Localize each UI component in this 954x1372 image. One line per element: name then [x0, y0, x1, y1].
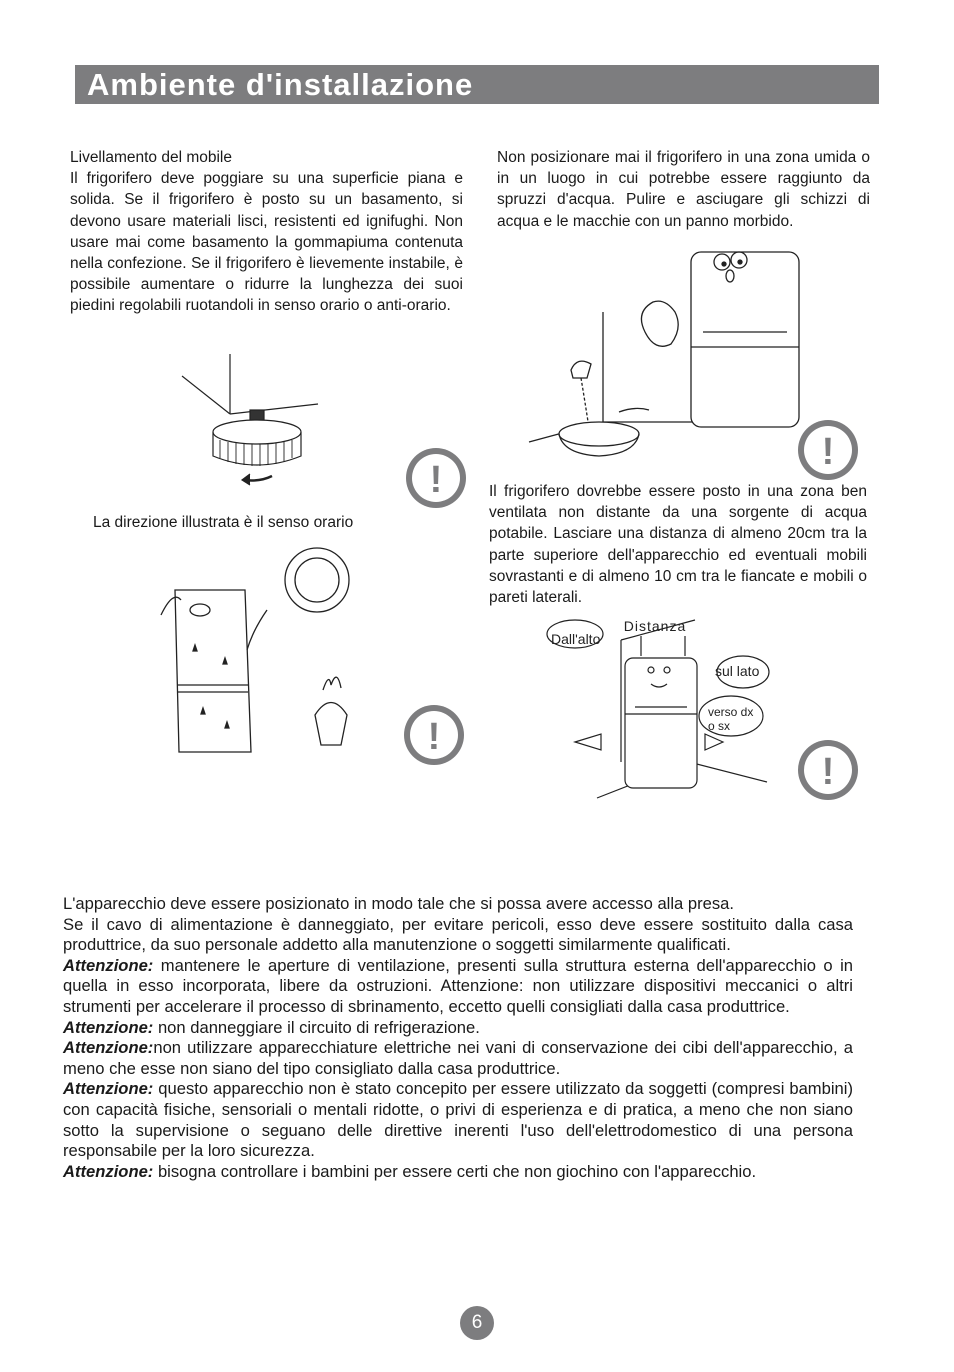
attention-note: Attenzione: non danneggiare il circuito di refrigerazione.: [63, 1017, 480, 1037]
attention-note: Attenzione: bisogna controllare i bambini per essere certi che non giochino con l'apparecchio.: [63, 1161, 757, 1181]
note-line: L'apparecchio deve essere posizionato in modo tale che si possa avere accesso alla presa.: [63, 894, 735, 913]
heat-source-illustration: [155, 540, 370, 758]
warning-exclamation-icon: [797, 419, 859, 481]
leveling-body: Il frigorifero deve poggiare su una superficie piana e solida. Se il frigorifero è posto su un basamento, si devono usare materiali lisci, resistenti ed ignifughi. Non usare mai come basamento la gommapiuma contenuta nella confezione. Se il frigorifero è lievemente instabile, è possibile aumentare o ridurre la lunghezza dei suoi piedini regolabili ruotandoli in senso orario o anti-orario.: [70, 170, 463, 315]
page-number: 6: [460, 1306, 494, 1340]
safety-notes: [63, 894, 853, 1182]
title-bar: [75, 65, 879, 104]
attention-note: Attenzione:non utilizzare apparecchiature elettriche nei vani di conservazione dei cibi dell'apparecchio, a meno che esse non siano del tipo consigliato dalla casa produttrice.: [63, 1038, 853, 1078]
side-clearance-label: sul lato: [715, 663, 760, 679]
ventilation-section: [489, 481, 867, 608]
attention-label: Attenzione:: [63, 1017, 154, 1037]
warning-exclamation-icon: [797, 739, 859, 801]
leveling-heading: Livellamento del mobile: [70, 149, 232, 166]
ventilation-illustration: [545, 612, 770, 800]
svg-text:!: !: [821, 751, 835, 793]
attention-note: Attenzione: mantenere le aperture di ventilazione, presenti sulla struttura esterna dell'apparecchio o in quella in esso incorporata, libere da ostruzioni. Attenzione: non utilizzare dispositivi meccanici o altri strumenti per accelerare il processo di sbrinamento, eccetto quelli consigliati dalla casa produttrice.: [63, 955, 853, 1016]
leveling-caption: La direzione illustrata è il senso orario: [93, 514, 354, 531]
adjustable-foot-illustration: [180, 352, 325, 492]
attention-label: Attenzione:: [63, 1038, 154, 1058]
distance-label: Distanza: [623, 618, 687, 634]
attention-label: Attenzione:: [63, 1079, 154, 1099]
warning-exclamation-icon: [405, 447, 467, 509]
side-direction-label-2: o sx: [708, 719, 731, 733]
note-line: Se il cavo di alimentazione è danneggiato, per evitare pericoli, esso deve essere sostituito dalla casa produttrice, da suo personale addetto alla manutenzione o soggetti similarmente qualificati.: [63, 914, 853, 955]
attention-label: Attenzione:: [63, 1161, 154, 1181]
attention-note: Attenzione: questo apparecchio non è stato concepito per essere utilizzato da soggetti (compresi bambini) con capacità fisiche, sensoriali o mentali ridotte, o privi di esperienza e di pratica, a meno che non siano sotto la supervisione o seguano delle direttive inerenti l'uso dell'elettrodomestico di una persona responsabile per la loro sicurezza.: [63, 1079, 853, 1161]
svg-text:!: !: [821, 431, 835, 473]
ventilation-body: Il frigorifero dovrebbe essere posto in una zona ben ventilata non distante da una sorgente di acqua potabile. Lasciare una distanza di almeno 20cm tra la parte superiore dell'apparecchio ed eventuali mobili sovrastanti e di almeno 10 cm tra le fiancate e mobili o pareti laterali.: [489, 483, 867, 607]
svg-text:!: !: [429, 459, 443, 501]
humidity-illustration: [525, 232, 807, 460]
svg-text:!: !: [427, 716, 441, 758]
attention-label: Attenzione:: [63, 955, 154, 975]
top-clearance-label: Dall'alto: [551, 631, 601, 647]
humidity-section: [497, 147, 870, 232]
warning-exclamation-icon: [403, 704, 465, 766]
side-direction-label-1: verso dx: [708, 705, 754, 719]
page-title: Ambiente d'installazione: [87, 67, 474, 102]
humidity-body: Non posizionare mai il frigorifero in una zona umida o in un luogo in cui potrebbe essere raggiunto da spruzzi d'acqua. Pulire e asciugare gli schizzi di acqua e le macchie con un panno morbido.: [497, 149, 870, 230]
leveling-section: [70, 147, 463, 317]
